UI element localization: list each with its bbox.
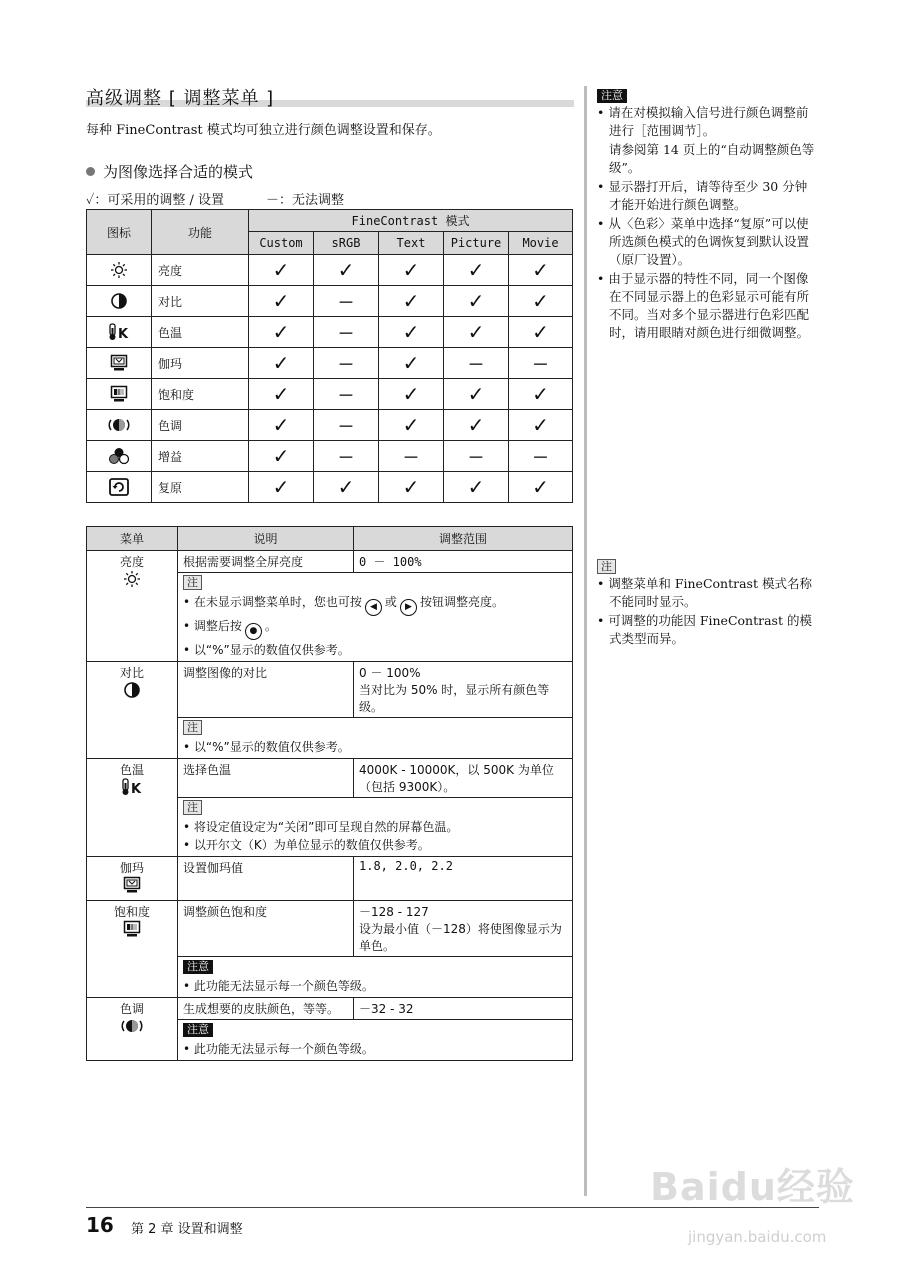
legend: ✓：可采用的调整 / 设置 －：无法调整 [86, 193, 345, 208]
mark: － [444, 441, 509, 472]
range: 0 － 100% 当对比为 50% 时，显示所有颜色等级。 [354, 662, 573, 718]
table-row [87, 857, 573, 901]
gamma-monitor-icon [123, 876, 141, 894]
mark: ✓ [249, 472, 314, 503]
contrast-icon [87, 286, 152, 317]
function-label: 色温 [152, 317, 249, 348]
menu-label: 对比 [119, 666, 144, 680]
reset-icon [87, 472, 152, 503]
mark: ✓ [314, 472, 379, 503]
svg-text:K: K [118, 327, 129, 341]
page-number: 16 [86, 1213, 114, 1237]
header-description: 说明 [178, 527, 354, 551]
sidebar-item: • 从〈色彩〉菜单中选择“复原”可以使所选颜色模式的色调恢复到默认设置（原厂设置）。 [597, 215, 819, 269]
table-row [87, 472, 573, 503]
table-row [87, 901, 573, 957]
mode-srgb: sRGB [314, 232, 379, 255]
function-label: 复原 [152, 472, 249, 503]
table-row [87, 662, 573, 718]
sidebar-item: • 请在对模拟输入信号进行颜色调整前进行［范围调节］。 [597, 104, 819, 140]
mark: ✓ [249, 379, 314, 410]
note-cell: 注 • 在未显示调整菜单时，您也可按 ◀ 或 ▶ 按钮调整亮度。 • 调整后按 ● 。 • 以“%”显示的数值仅供参考。 [178, 573, 573, 662]
header-range: 调整范围 [354, 527, 573, 551]
caution-tag: 注意 [183, 960, 213, 974]
table-row [87, 759, 573, 798]
function-label: 伽玛 [152, 348, 249, 379]
header-menu: 菜单 [87, 527, 178, 551]
chapter-label: 第 2 章 设置和调整 [131, 1222, 243, 1237]
header-function: 功能 [152, 210, 249, 255]
description: 根据需要调整全屏亮度 [178, 551, 354, 573]
sidebar-subnote: 请参阅第 14 页上的“自动调整颜色等级”。 [609, 142, 815, 175]
table-row [87, 410, 573, 441]
mark: ✓ [379, 379, 444, 410]
menu-label: 色调 [119, 1002, 144, 1016]
hue-icon [87, 410, 152, 441]
mark: ✓ [444, 472, 509, 503]
mode-custom: Custom [249, 232, 314, 255]
mark: － [379, 441, 444, 472]
sidebar-caution [597, 86, 819, 343]
mark: ✓ [249, 348, 314, 379]
mode-availability-table [86, 209, 573, 503]
sun-icon [123, 570, 141, 588]
function-label: 亮度 [152, 255, 249, 286]
caution-tag: 注意 [597, 89, 627, 103]
mark: ✓ [379, 286, 444, 317]
mark: － [314, 317, 379, 348]
menu-cell [87, 857, 178, 901]
description: 设置伽玛值 [178, 857, 354, 901]
caution-tag: 注意 [183, 1023, 213, 1037]
menu-label: 色温 [119, 763, 144, 777]
mark: － [314, 348, 379, 379]
range: －128 - 127 设为最小值（－128）将使图像显示为单色。 [354, 901, 573, 957]
note-cell: 注 • 以“%”显示的数值仅供参考。 [178, 718, 573, 759]
svg-text:K: K [131, 782, 142, 796]
mark: － [444, 348, 509, 379]
mark: ✓ [249, 317, 314, 348]
menu-cell [87, 901, 178, 998]
menu-cell [87, 998, 178, 1061]
mark: ✓ [509, 255, 573, 286]
note-tag: 注 [597, 559, 616, 574]
watermark-url: jingyan.baidu.com [688, 1228, 827, 1246]
mark: ✓ [314, 255, 379, 286]
table-row [87, 286, 573, 317]
gamma-monitor-icon [87, 348, 152, 379]
mark: － [509, 441, 573, 472]
mark: ✓ [509, 286, 573, 317]
description: 调整颜色饱和度 [178, 901, 354, 957]
left-arrow-icon: ◀ [365, 599, 382, 616]
mark: ✓ [509, 472, 573, 503]
mark: ✓ [379, 317, 444, 348]
sun-icon [87, 255, 152, 286]
table-row [87, 998, 573, 1020]
adjustment-menu-table [86, 526, 573, 1061]
mode-movie: Movie [509, 232, 573, 255]
mark: ✓ [249, 255, 314, 286]
function-label: 色调 [152, 410, 249, 441]
mark: ✓ [379, 410, 444, 441]
function-label: 增益 [152, 441, 249, 472]
subheading: 为图像选择合适的模式 [86, 161, 253, 182]
thermometer-k-icon [121, 778, 143, 796]
mark: ✓ [249, 286, 314, 317]
menu-cell [87, 662, 178, 759]
sidebar-note [597, 557, 819, 649]
table-row [87, 551, 573, 573]
note-cell: 注意 • 此功能无法显示每一个颜色等级。 [178, 957, 573, 998]
right-arrow-icon: ▶ [400, 599, 417, 616]
table-row [87, 255, 573, 286]
function-label: 对比 [152, 286, 249, 317]
mark: ✓ [379, 255, 444, 286]
bullet-icon [86, 167, 95, 176]
note-tag: 注 [183, 800, 202, 815]
mark: ✓ [509, 379, 573, 410]
note-cell: 注意 • 此功能无法显示每一个颜色等级。 [178, 1020, 573, 1061]
function-label: 饱和度 [152, 379, 249, 410]
sidebar-item: • 调整菜单和 FineContrast 模式名称不能同时显示。 [597, 575, 819, 611]
mode-text: Text [379, 232, 444, 255]
gain-icon [87, 441, 152, 472]
mode-picture: Picture [444, 232, 509, 255]
description: 生成想要的皮肤颜色，等等。 [178, 998, 354, 1020]
mark: ✓ [249, 441, 314, 472]
menu-cell [87, 759, 178, 857]
menu-label: 亮度 [119, 555, 144, 569]
sidebar-item: • 可调整的功能因 FineContrast 的模式类型而异。 [597, 612, 819, 648]
mark: － [314, 379, 379, 410]
table-row [87, 317, 573, 348]
saturation-monitor-icon [123, 920, 141, 938]
hue-icon [121, 1017, 143, 1035]
range: 1.8, 2.0, 2.2 [354, 857, 573, 901]
mark: ✓ [509, 410, 573, 441]
header-finecontrast: FineContrast 模式 [249, 210, 573, 232]
mark: ✓ [444, 317, 509, 348]
intro-text: 每种 FineContrast 模式均可独立进行颜色调整设置和保存。 [86, 123, 441, 138]
table-row [87, 441, 573, 472]
thermometer-k-icon [87, 317, 152, 348]
section-title: 高级调整 [ 调整菜单 ] [86, 88, 275, 109]
mark: － [314, 286, 379, 317]
note-tag: 注 [183, 575, 202, 590]
mark: ✓ [444, 255, 509, 286]
header-icon: 图标 [87, 210, 152, 255]
sidebar-item: • 显示器打开后，请等待至少 30 分钟才能开始进行颜色调整。 [597, 178, 819, 214]
menu-cell [87, 551, 178, 662]
table-row [87, 379, 573, 410]
menu-label: 伽玛 [119, 861, 144, 875]
table-row [87, 348, 573, 379]
note-tag: 注 [183, 720, 202, 735]
mark: ✓ [509, 317, 573, 348]
description: 选择色温 [178, 759, 354, 798]
sidebar-item: • 由于显示器的特性不同，同一个图像在不同显示器上的色彩显示可能有所不同。当对多个显示器进行色彩匹配时，请用眼睛对颜色进行细微调整。 [597, 270, 819, 342]
mark: ✓ [444, 286, 509, 317]
watermark-logo: Baidu经验 [650, 1165, 855, 1209]
mark: ✓ [444, 410, 509, 441]
mark: ✓ [444, 379, 509, 410]
mark: － [314, 441, 379, 472]
mark: － [509, 348, 573, 379]
note-cell: 注 • 将设定值设定为“关闭”即可呈现自然的屏幕色温。 • 以开尔文（K）为单位显示的数值仅供参考。 [178, 798, 573, 857]
range: 4000K - 10000K，以 500K 为单位（包括 9300K）。 [354, 759, 573, 798]
mark: － [314, 410, 379, 441]
menu-label: 饱和度 [113, 905, 150, 919]
contrast-icon [123, 681, 141, 699]
description: 调整图像的对比 [178, 662, 354, 718]
mark: ✓ [379, 472, 444, 503]
mark: ✓ [379, 348, 444, 379]
range: －32 - 32 [354, 998, 573, 1020]
sidebar-divider [584, 86, 587, 1196]
saturation-monitor-icon [87, 379, 152, 410]
enter-button-icon: ● [245, 623, 262, 640]
range: 0 － 100% [354, 551, 573, 573]
mark: ✓ [249, 410, 314, 441]
